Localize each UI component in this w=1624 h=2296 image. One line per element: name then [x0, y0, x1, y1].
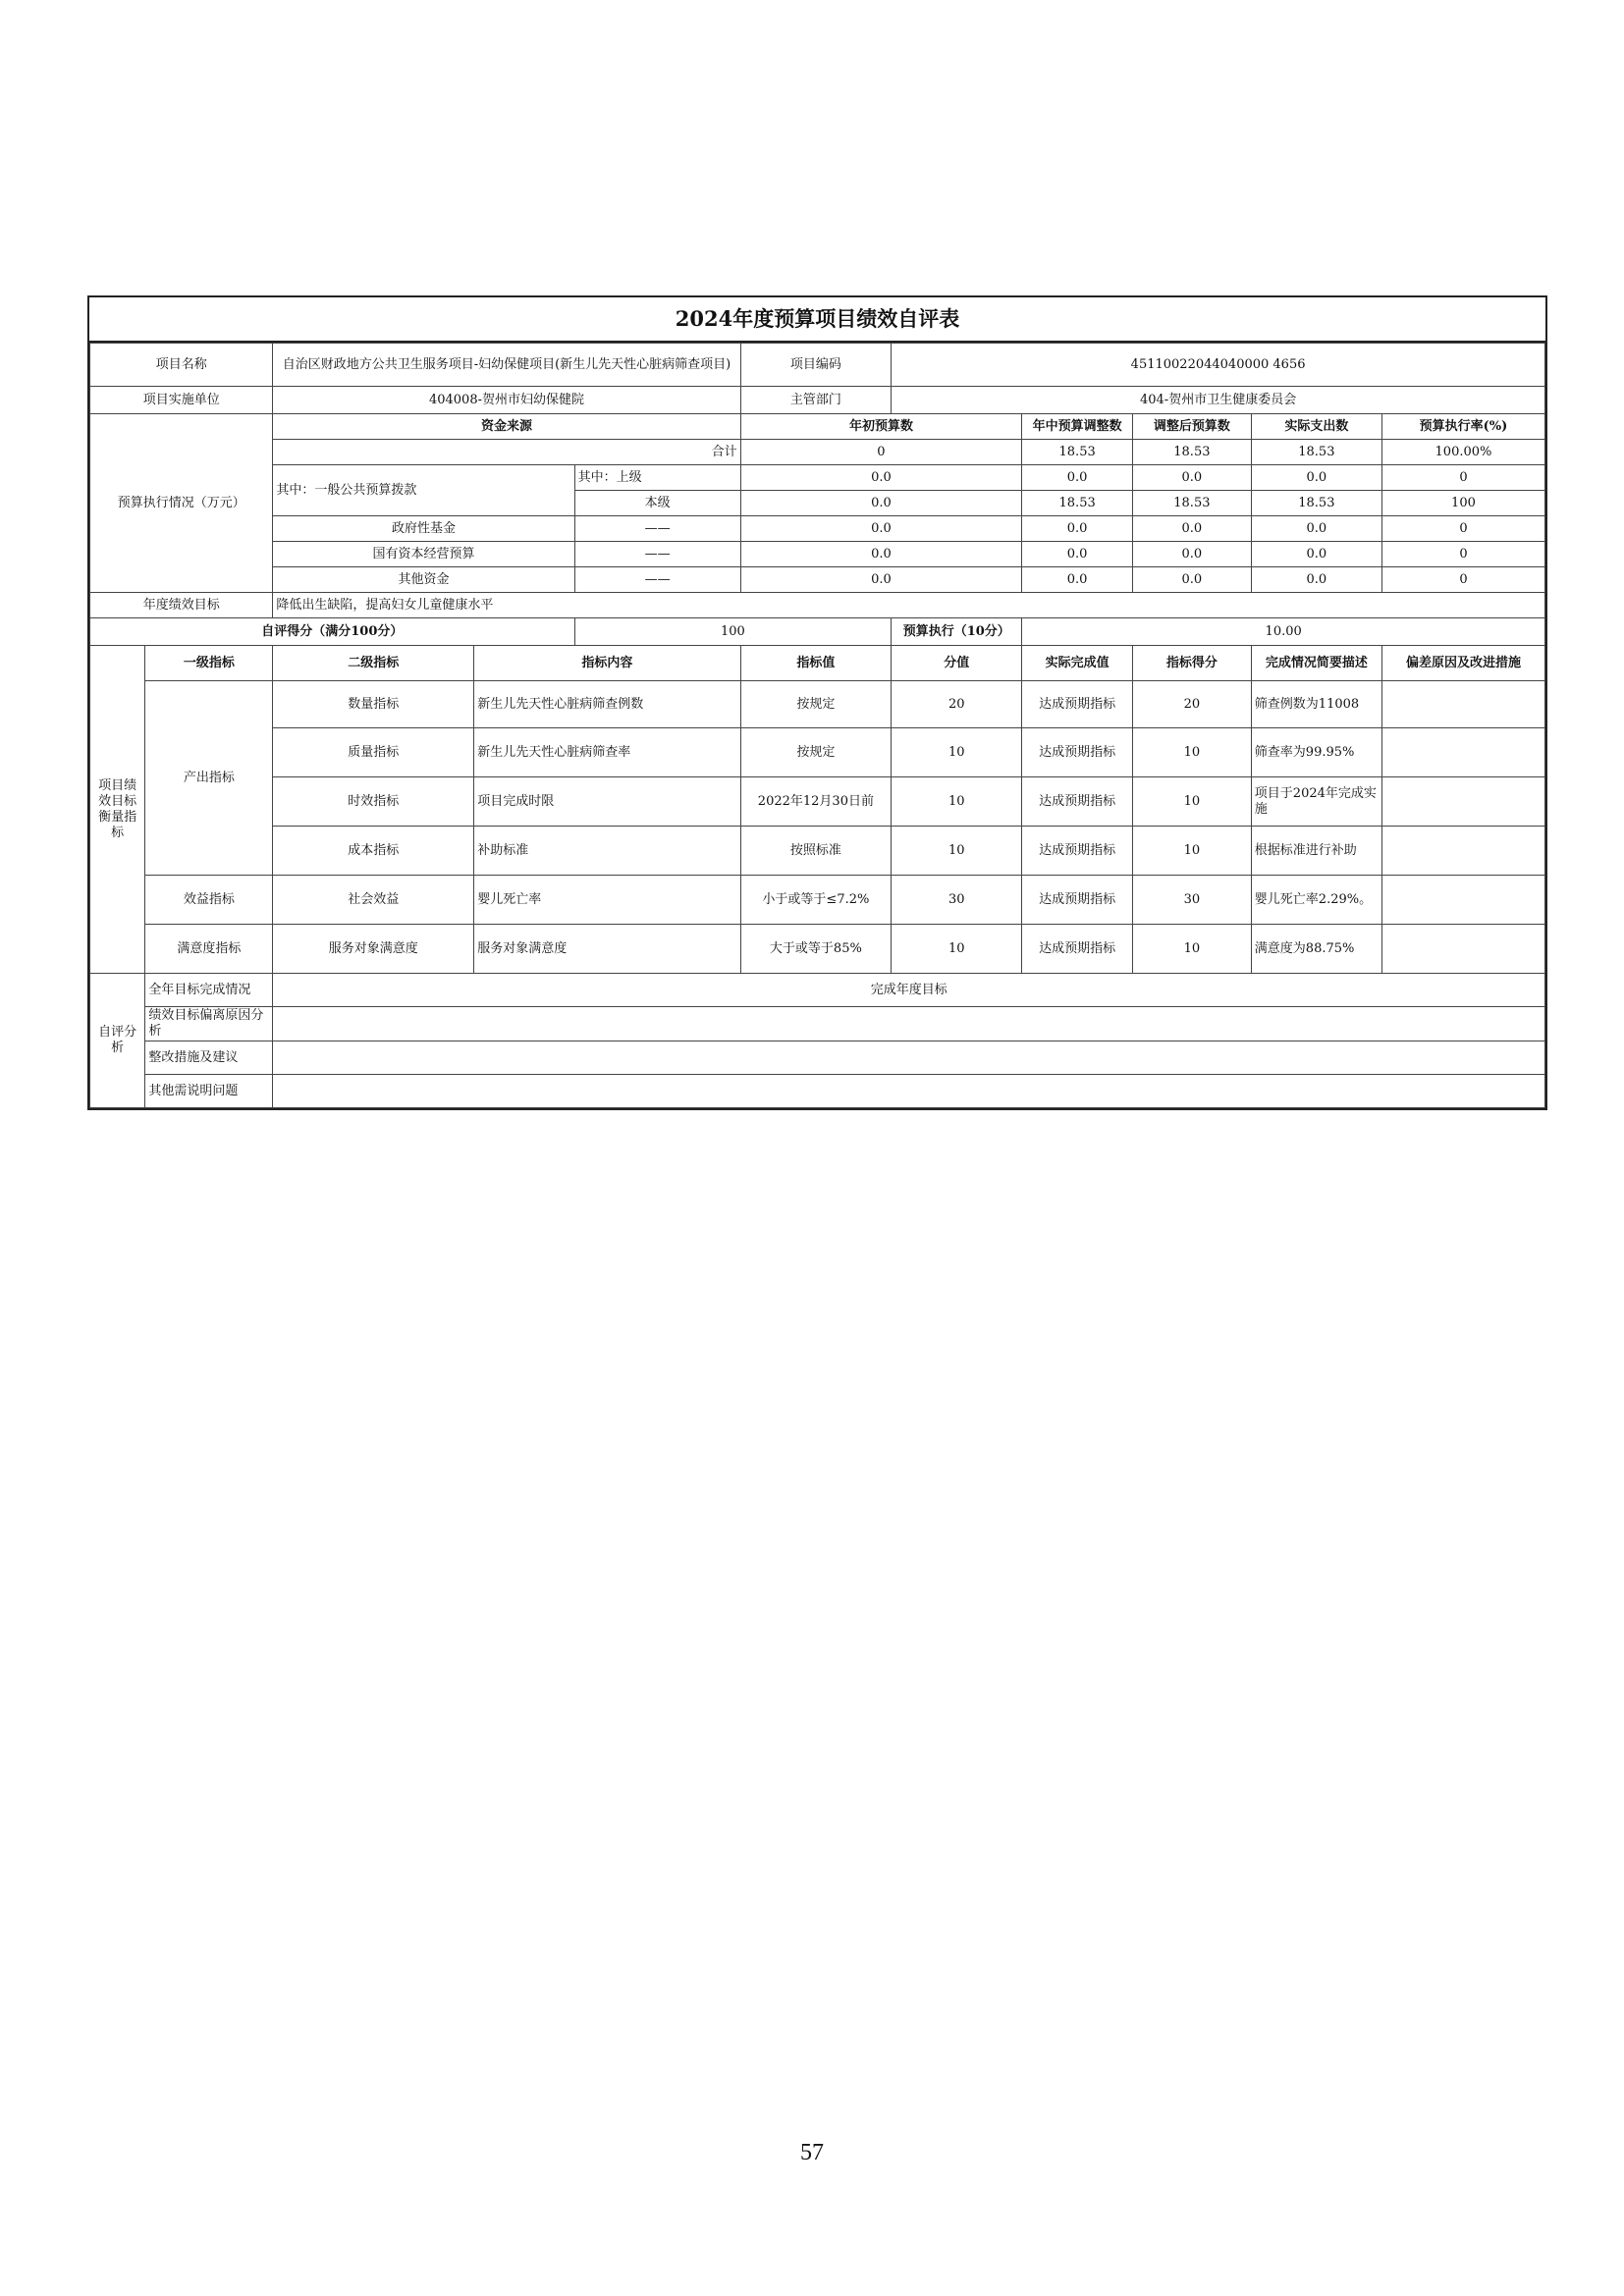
indicator-desc: 项目于2024年完成实施 [1251, 777, 1381, 827]
budget-mid: 0.0 [1022, 516, 1133, 542]
indicator-header-desc: 完成情况简要描述 [1251, 646, 1381, 681]
indicator-reason [1381, 925, 1544, 974]
budget-adjusted: 0.0 [1132, 542, 1251, 567]
indicator-row-benefit [90, 876, 1545, 925]
indicator-level2: 数量指标 [273, 681, 474, 728]
indicator-row [90, 827, 1545, 876]
budget-row-dash: —— [574, 542, 740, 567]
indicator-level2: 时效指标 [273, 777, 474, 827]
budget-actual: 0.0 [1251, 465, 1381, 491]
indicator-level2: 社会效益 [273, 876, 474, 925]
indicator-section-label: 项目绩效目标衡量指标 [90, 646, 145, 974]
budget-adjusted: 0.0 [1132, 516, 1251, 542]
indicator-score: 10 [1132, 925, 1251, 974]
budget-row-other [90, 567, 1545, 593]
analysis-row [90, 1041, 1545, 1075]
analysis-value [273, 1041, 1545, 1075]
analysis-value [273, 1007, 1545, 1041]
indicator-reason [1381, 681, 1544, 728]
indicator-actual: 达成预期指标 [1022, 681, 1133, 728]
budget-row-label: 政府性基金 [273, 516, 574, 542]
indicator-reason [1381, 777, 1544, 827]
budget-actual: 0.0 [1251, 567, 1381, 593]
indicator-actual: 达成预期指标 [1022, 876, 1133, 925]
indicator-actual: 达成预期指标 [1022, 827, 1133, 876]
indicator-level2: 服务对象满意度 [273, 925, 474, 974]
analysis-label: 整改措施及建议 [145, 1041, 273, 1075]
indicator-reason [1381, 827, 1544, 876]
budget-row-gov-fund [90, 516, 1545, 542]
analysis-row [90, 1075, 1545, 1108]
project-unit-row [90, 387, 1545, 414]
indicator-row-satisfaction [90, 925, 1545, 974]
budget-initial: 0.0 [740, 491, 1022, 516]
self-evaluation-form [87, 295, 1547, 1110]
budget-header-mid: 年中预算调整数 [1022, 414, 1133, 440]
indicator-score: 10 [1132, 777, 1251, 827]
project-name-label: 项目名称 [90, 344, 273, 387]
indicator-level2: 成本指标 [273, 827, 474, 876]
indicator-points: 30 [892, 876, 1022, 925]
indicator-actual: 达成预期指标 [1022, 728, 1133, 777]
exec-score-label: 预算执行（10分） [892, 618, 1022, 646]
indicator-row [90, 681, 1545, 728]
indicator-level1: 满意度指标 [145, 925, 273, 974]
indicator-row [90, 777, 1545, 827]
budget-row-sublabel: 其中：上级 [574, 465, 740, 491]
budget-rate: 0 [1381, 542, 1544, 567]
score-row [90, 618, 1545, 646]
goal-value: 降低出生缺陷，提高妇女儿童健康水平 [273, 593, 1545, 618]
indicator-desc: 筛查例数为11008 [1251, 681, 1381, 728]
indicator-content: 项目完成时限 [474, 777, 740, 827]
dept-label: 主管部门 [740, 387, 892, 414]
goal-label: 年度绩效目标 [90, 593, 273, 618]
analysis-label: 绩效目标偏离原因分析 [145, 1007, 273, 1041]
budget-mid: 18.53 [1022, 491, 1133, 516]
indicator-points: 10 [892, 777, 1022, 827]
indicator-content: 新生儿先天性心脏病筛查例数 [474, 681, 740, 728]
analysis-label: 其他需说明问题 [145, 1075, 273, 1108]
project-unit-label: 项目实施单位 [90, 387, 273, 414]
budget-row-dash: —— [574, 516, 740, 542]
exec-score-value: 10.00 [1022, 618, 1545, 646]
budget-header-adjusted: 调整后预算数 [1132, 414, 1251, 440]
indicator-points: 10 [892, 827, 1022, 876]
budget-mid: 0.0 [1022, 567, 1133, 593]
budget-initial: 0.0 [740, 516, 1022, 542]
project-code-value: 45110022044040000 4656 [892, 344, 1545, 387]
budget-row-dash: —— [574, 567, 740, 593]
budget-mid: 0.0 [1022, 465, 1133, 491]
analysis-value [273, 1075, 1545, 1108]
budget-rate: 100 [1381, 491, 1544, 516]
budget-adjusted: 18.53 [1132, 491, 1251, 516]
budget-adjusted: 0.0 [1132, 465, 1251, 491]
budget-header-initial: 年初预算数 [740, 414, 1022, 440]
dept-value: 404-贺州市卫生健康委员会 [892, 387, 1545, 414]
indicator-points: 10 [892, 728, 1022, 777]
page-number: 57 [800, 2140, 824, 2165]
budget-header-actual: 实际支出数 [1251, 414, 1381, 440]
budget-actual: 18.53 [1251, 440, 1381, 465]
indicator-header-score: 指标得分 [1132, 646, 1251, 681]
budget-row-label: 国有资本经营预算 [273, 542, 574, 567]
self-score-value: 100 [574, 618, 892, 646]
indicator-score: 10 [1132, 827, 1251, 876]
budget-adjusted: 0.0 [1132, 567, 1251, 593]
budget-row-general-upper [90, 465, 1545, 491]
indicator-target: 按规定 [740, 681, 892, 728]
indicator-header-target: 指标值 [740, 646, 892, 681]
budget-actual: 0.0 [1251, 516, 1381, 542]
indicator-header-points: 分值 [892, 646, 1022, 681]
budget-rate: 0 [1381, 516, 1544, 542]
budget-header-row [90, 414, 1545, 440]
indicator-header-actual: 实际完成值 [1022, 646, 1133, 681]
indicator-actual: 达成预期指标 [1022, 925, 1133, 974]
analysis-row [90, 974, 1545, 1007]
indicator-level1: 产出指标 [145, 681, 273, 876]
indicator-target: 2022年12月30日前 [740, 777, 892, 827]
budget-rate: 0 [1381, 567, 1544, 593]
indicator-desc: 满意度为88.75% [1251, 925, 1381, 974]
budget-initial: 0.0 [740, 465, 1022, 491]
budget-row-label: 其他资金 [273, 567, 574, 593]
project-code-label: 项目编码 [740, 344, 892, 387]
budget-mid: 0.0 [1022, 542, 1133, 567]
budget-adjusted: 18.53 [1132, 440, 1251, 465]
analysis-row [90, 1007, 1545, 1041]
budget-row-sublabel: 本级 [574, 491, 740, 516]
project-unit-value: 404008-贺州市妇幼保健院 [273, 387, 740, 414]
indicator-reason [1381, 728, 1544, 777]
indicator-row [90, 728, 1545, 777]
indicator-content: 服务对象满意度 [474, 925, 740, 974]
budget-actual: 0.0 [1251, 542, 1381, 567]
indicator-level1: 效益指标 [145, 876, 273, 925]
indicator-desc: 婴儿死亡率2.29%。 [1251, 876, 1381, 925]
self-score-label: 自评得分（满分100分） [90, 618, 575, 646]
indicator-desc: 筛查率为99.95% [1251, 728, 1381, 777]
budget-rate: 100.00% [1381, 440, 1544, 465]
form-title: 2024年度预算项目绩效自评表 [89, 297, 1545, 343]
analysis-value: 完成年度目标 [273, 974, 1545, 1007]
indicator-score: 30 [1132, 876, 1251, 925]
budget-row-total [90, 440, 1545, 465]
indicator-header-content: 指标内容 [474, 646, 740, 681]
indicator-content: 补助标准 [474, 827, 740, 876]
budget-row-label: 合计 [273, 440, 740, 465]
budget-mid: 18.53 [1022, 440, 1133, 465]
indicator-header-level1: 一级指标 [145, 646, 273, 681]
indicator-header-level2: 二级指标 [273, 646, 474, 681]
analysis-label: 全年目标完成情况 [145, 974, 273, 1007]
budget-actual: 18.53 [1251, 491, 1381, 516]
indicator-content: 新生儿先天性心脏病筛查率 [474, 728, 740, 777]
indicator-header-reason: 偏差原因及改进措施 [1381, 646, 1544, 681]
indicator-target: 按照标准 [740, 827, 892, 876]
indicator-target: 小于或等于≤7.2% [740, 876, 892, 925]
indicator-content: 婴儿死亡率 [474, 876, 740, 925]
indicator-target: 按规定 [740, 728, 892, 777]
budget-initial: 0.0 [740, 542, 1022, 567]
project-name-row [90, 344, 1545, 387]
indicator-points: 20 [892, 681, 1022, 728]
indicator-target: 大于或等于85% [740, 925, 892, 974]
budget-row-label: 其中：一般公共预算拨款 [273, 465, 574, 516]
indicator-actual: 达成预期指标 [1022, 777, 1133, 827]
indicator-points: 10 [892, 925, 1022, 974]
indicator-score: 10 [1132, 728, 1251, 777]
form-table [89, 343, 1545, 1108]
budget-section-label: 预算执行情况（万元） [90, 414, 273, 593]
budget-rate: 0 [1381, 465, 1544, 491]
analysis-section-label: 自评分析 [90, 974, 145, 1108]
indicator-score: 20 [1132, 681, 1251, 728]
budget-row-state-capital [90, 542, 1545, 567]
budget-header-rate: 预算执行率(%) [1381, 414, 1544, 440]
goal-row [90, 593, 1545, 618]
indicator-desc: 根据标准进行补助 [1251, 827, 1381, 876]
budget-initial: 0.0 [740, 567, 1022, 593]
indicator-reason [1381, 876, 1544, 925]
budget-header-source: 资金来源 [273, 414, 740, 440]
project-name-value: 自治区财政地方公共卫生服务项目-妇幼保健项目(新生儿先天性心脏病筛查项目) [273, 344, 740, 387]
indicator-header-row [90, 646, 1545, 681]
indicator-level2: 质量指标 [273, 728, 474, 777]
budget-initial: 0 [740, 440, 1022, 465]
